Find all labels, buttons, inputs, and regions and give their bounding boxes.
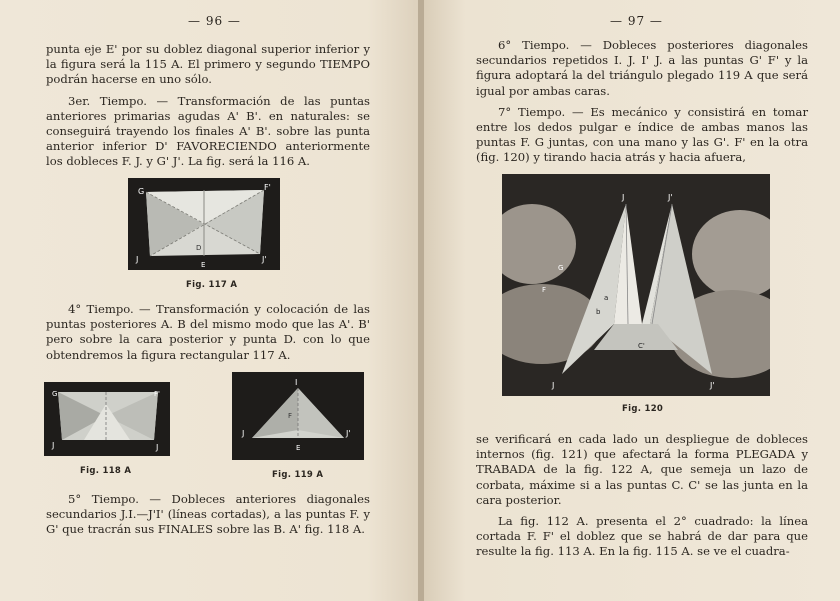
right-text-block-1	[476, 38, 808, 166]
figure-label: J	[52, 441, 55, 450]
figure-label: C'	[638, 342, 645, 350]
right-text-block-2	[476, 432, 808, 560]
figure-label: b	[596, 308, 601, 316]
figure-118a	[44, 382, 170, 456]
paragraph: 6° Tiempo. — Dobleces posteriores diagonales secundarios repetidos I. J. I' J. a las puntas G' F' y la figura adoptará la del triángulo plegado 119 A que será igual por ambas caras.	[476, 38, 808, 98]
figure-label: D	[196, 244, 202, 252]
paragraph: 7° Tiempo. — Es mecánico y consistirá en tomar entre los dedos pulgar e índice de ambas manos las puntas F. G juntas, con una mano y las G'. F' en la otra (fig. 120) y tirando hacia atrás y hacia afuera,	[476, 104, 808, 165]
paragraph: se verificará en cada lado un despliegue de dobleces internos (fig. 121) que afectará la forma PLEGADA y TRABADA de la fig. 122 A, que semeja un lazo de corbata, máxime si a las puntas C. C' se las junta en la cara posterior.	[476, 432, 808, 507]
figure-118a-illustration	[44, 382, 170, 456]
left-text-block-3	[46, 492, 370, 538]
paragraph: La fig. 112 A. presenta el 2° cuadrado: la línea cortada F. F' el doblez que se habrá de dar para que resulte la fig. 113 A. En la fig. 115 A. se ve el cuadra-	[476, 514, 808, 559]
paragraph: 5° Tiempo. — Dobleces anteriores diagonales secundarios J.I.—J'I' (líneas cortadas), a las puntas F. y G' que tracrán sus FINALES sobre las B. A' fig. 118 A.	[46, 492, 370, 537]
figure-120-illustration	[502, 174, 770, 396]
caption-fig-118a: Fig. 118 A	[80, 466, 132, 476]
figure-label: G	[138, 187, 145, 196]
figure-label: J	[136, 255, 139, 264]
figure-label: J'	[710, 381, 715, 390]
right-page	[424, 0, 840, 601]
caption-fig-120: Fig. 120	[622, 404, 664, 414]
left-text-block-1	[46, 42, 370, 170]
figure-label: I	[295, 378, 298, 387]
figure-label: a	[604, 294, 609, 302]
figure-label: J	[242, 429, 245, 438]
paragraph: punta eje E' por su doblez diagonal superior inferior y la figura será la 115 A. El primero y segundo TIEMPO podrán hacerse en uno sólo.	[46, 42, 370, 87]
figure-119a	[232, 372, 364, 460]
figure-label: E	[296, 444, 301, 452]
figure-117a	[128, 178, 280, 270]
figure-label: J	[552, 381, 555, 390]
figure-label: J'	[346, 429, 351, 438]
page-number-left: — 96 —	[188, 14, 241, 28]
figure-label: J'	[668, 193, 673, 202]
left-page	[0, 0, 418, 601]
figure-label: J'	[262, 255, 267, 264]
figure-label: G	[558, 264, 564, 272]
figure-120-photo	[502, 174, 770, 396]
figure-119a-illustration	[232, 372, 364, 460]
figure-label: E	[201, 261, 206, 269]
caption-fig-119a: Fig. 119 A	[272, 470, 324, 480]
figure-label: G	[52, 390, 58, 398]
caption-fig-117a: Fig. 117 A	[186, 280, 238, 290]
left-text-block-2	[46, 302, 370, 363]
page-number-right: — 97 —	[610, 14, 663, 28]
figure-label: F	[542, 286, 547, 294]
figure-label: F'	[154, 390, 160, 398]
figure-label: J	[622, 193, 625, 202]
figure-label: J	[156, 443, 159, 452]
paragraph: 3er. Tiempo. — Transformación de las puntas anteriores primarias agudas A' B'. en naturales: se conseguirá trayendo los finales A' B'. sobre las punta anterior inferior D' FAVORECIENDO anteriormente los dobleces F. J. y G' J'. La fig. será la 116 A.	[46, 93, 370, 169]
figure-label: F'	[264, 183, 271, 192]
paragraph: 4° Tiempo. — Transformación y colocación de las puntas posteriores A. B del mismo modo que las A'. B' pero sobre la cara posterior y punta D. con lo que obtendremos la figura rectangular 117 A.	[46, 302, 370, 362]
figure-label: F	[288, 412, 293, 420]
figure-117a-illustration	[128, 178, 280, 270]
